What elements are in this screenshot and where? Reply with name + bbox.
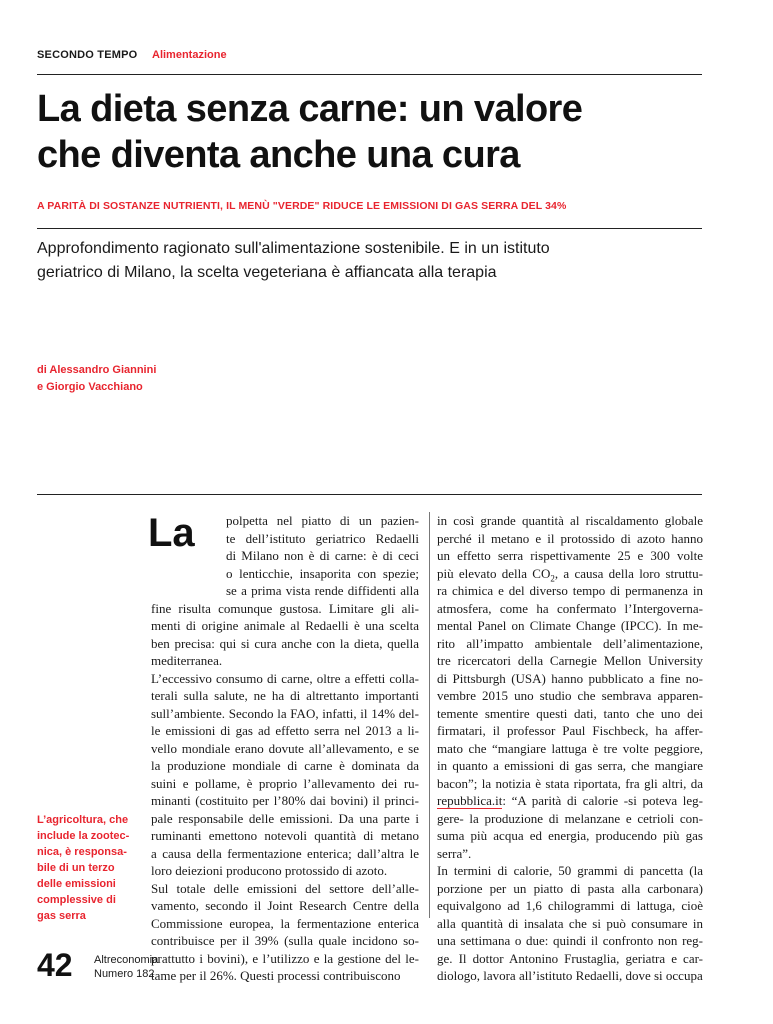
repubblica-link[interactable]: repubblica.it (437, 793, 503, 808)
body-line: menti di origine animale al Redaelli è una scelta (151, 618, 419, 633)
body-line: atmosfera, come ha confermato l’Intergoverna- (437, 600, 703, 616)
body-line: pale responsabile delle emissioni. Da una parte i (151, 810, 419, 826)
deck (37, 237, 577, 285)
body-line: suma più acqua ed energia, producendo più gas (437, 828, 703, 843)
body-line: ben precisa: qui si cura anche con la dieta, quella (151, 635, 419, 651)
body-line: contribuisce per il 39% (sulla quale incidono so- (151, 933, 419, 948)
body-line: ge. Il dottor Antonino Frustaglia, geriatra e car- (437, 950, 703, 966)
section-label: SECONDO TEMPO (37, 49, 138, 61)
body-line: equivalgono ad 1,6 chilogrammi di lattuga, cioè (437, 898, 703, 913)
body-line: a causa della fermentazione enterica; dall’altra le (151, 845, 419, 861)
body-line: tame per il 26%. Questi processi contribuiscono (151, 968, 401, 983)
body-line: mato che “mangiare lattuga è tre volte peggiore, (437, 740, 703, 756)
caption-line: complessive di (37, 894, 116, 906)
body-line: vamento, secondo il Joint Research Centre della (151, 898, 419, 913)
caption-line: include la zootec- (37, 830, 130, 842)
body-line: polpetta nel piatto di un pazien- (226, 513, 419, 528)
headline (37, 86, 702, 178)
deck-line-2: geriatrico di Milano, la scelta vegeteriana è affiancata alla terapia (37, 264, 497, 281)
publication-info (94, 953, 158, 981)
byline-line-1: di Alessandro Giannini (37, 364, 157, 376)
top-divider (37, 74, 702, 75)
body-line: L’eccessivo consumo di carne, oltre a effetti colla- (151, 670, 419, 686)
body-line: sull’ambiente. Secondo la FAO, infatti, il 14% del- (151, 705, 419, 721)
byline-line-2: e Giorgio Vacchiano (37, 381, 143, 393)
body-line: repubblica.it: “A parità di calorie -si poteva leg- (437, 793, 703, 808)
column-divider (429, 512, 430, 918)
body-line: tre ricercatori della Carnegie Mellon University (437, 653, 703, 668)
body-column-2 (437, 512, 703, 985)
body-line: mental Panel on Climate Change (IPCC). In me- (437, 618, 703, 633)
byline (37, 362, 156, 396)
body-line: mediterranea. (151, 653, 223, 668)
body-line: o lenticchie, insaporita con spezie; (226, 565, 419, 581)
body-line: rito all’impatto ambientale dell’alimentazione, (437, 635, 703, 651)
body-line: di Pittsburgh (USA) hanno pubblicato a fine no- (437, 670, 703, 686)
body-line: Sul totale delle emissioni del settore dell’alle- (151, 880, 419, 896)
body-line: se a prima vista rende diffidenti alla (226, 583, 419, 598)
deck-line-1: Approfondimento ragionato sull'alimentazione sostenibile. E in un istituto (37, 240, 550, 257)
publication-name: Altreconomia (94, 954, 159, 966)
body-line: minanti (costituito per l’80% dai bovini) il princi- (151, 793, 419, 808)
kicker: A PARITÀ DI SOSTANZE NUTRIENTI, IL MENÙ "VERDE" RIDUCE LE EMISSIONI DI GAS SERRA DEL 34% (37, 200, 567, 212)
body-line: Commissione europea, la fermentazione enterica (151, 915, 419, 931)
body-line: temente smentire questi dati, tanto che uno dei (437, 705, 703, 721)
body-line: serra”. (437, 845, 472, 861)
headline-line-2: che diventa anche una cura (37, 134, 520, 176)
side-caption (37, 812, 137, 924)
body-line: la produzione mondiale di carne è dominata da (151, 758, 419, 773)
body-line: bacon”; la notizia è stata riportata, fra gli altri, da (437, 775, 703, 791)
body-line: prattutto i bovini), e l’utilizzo e la gestione del le- (151, 950, 419, 966)
body-line: più elevato della $CO_2$, a causa della loro struttu- (437, 565, 703, 584)
body-column-1-top (226, 512, 419, 600)
body-line: in quanto a emissioni di gas serra, che mangiare (437, 758, 703, 773)
subscript: 2 (550, 573, 555, 584)
body-line: alla quantità di insalata che si può consumare in (437, 915, 703, 931)
body-line: In termini di calorie, 50 grammi di pancetta (la (437, 863, 703, 878)
caption-line: L’agricoltura, che (37, 814, 129, 826)
section-topic: Alimentazione (152, 49, 227, 61)
body-line: terali sulla salute, ne ha di altrettanto importanti (151, 688, 419, 703)
body-line: un effetto serra rispettivamente 25 e 300 volte (437, 548, 703, 563)
caption-line: delle emissioni (37, 878, 116, 890)
drop-cap: La (148, 511, 195, 555)
caption-line: gas serra (37, 910, 86, 922)
kicker-divider (37, 228, 702, 229)
body-line: perché il metano e il protossido di azoto hanno (437, 530, 703, 546)
body-line: te dell’istituto geriatrico Redaelli (226, 530, 419, 546)
body-line: di Milano non è di carne: è di ceci (226, 548, 419, 563)
body-line: suini e pollame, è proprio l’allevamento dei ru- (151, 775, 419, 791)
body-column-1 (151, 600, 419, 985)
body-line: loro deiezioni producono protossido di azoto. (151, 863, 388, 878)
page-number: 42 (37, 947, 73, 983)
body-line: vello mondiale erano dovute all’allevamento, e se (151, 740, 419, 756)
caption-line: bile di un terzo (37, 862, 115, 874)
body-line: vembre 2015 uno studio che sembrava apparen- (437, 688, 703, 703)
body-line: diologo, lavora all’istituto Redaelli, dove si occupa (437, 968, 703, 983)
body-line: firmatari, il professor Paul Fischbeck, ha affer- (437, 723, 703, 738)
body-line: ra chimica e del diverso tempo di permanenza in (437, 583, 703, 598)
body-divider (37, 494, 702, 495)
issue-number: Numero 182 (94, 968, 155, 980)
body-line: le emissioni di gas ad effetto serra nel 2013 a li- (151, 723, 419, 738)
body-line: gere- la produzione di melanzane e cetrioli con- (437, 810, 703, 826)
body-line: fine risulta comunque gustosa. Limitare gli ali- (151, 600, 419, 616)
caption-line: nica, è responsa- (37, 846, 127, 858)
body-line: in così grande quantità al riscaldamento globale (437, 513, 703, 528)
body-line: una settimana o due: quindi il confronto non reg- (437, 933, 703, 948)
body-line: ruminanti emettono notevoli quantità di metano (151, 828, 419, 843)
headline-line-1: La dieta senza carne: un valore (37, 88, 583, 130)
body-line: porzione per un piatto di pasta alla carbonara) (437, 880, 703, 896)
